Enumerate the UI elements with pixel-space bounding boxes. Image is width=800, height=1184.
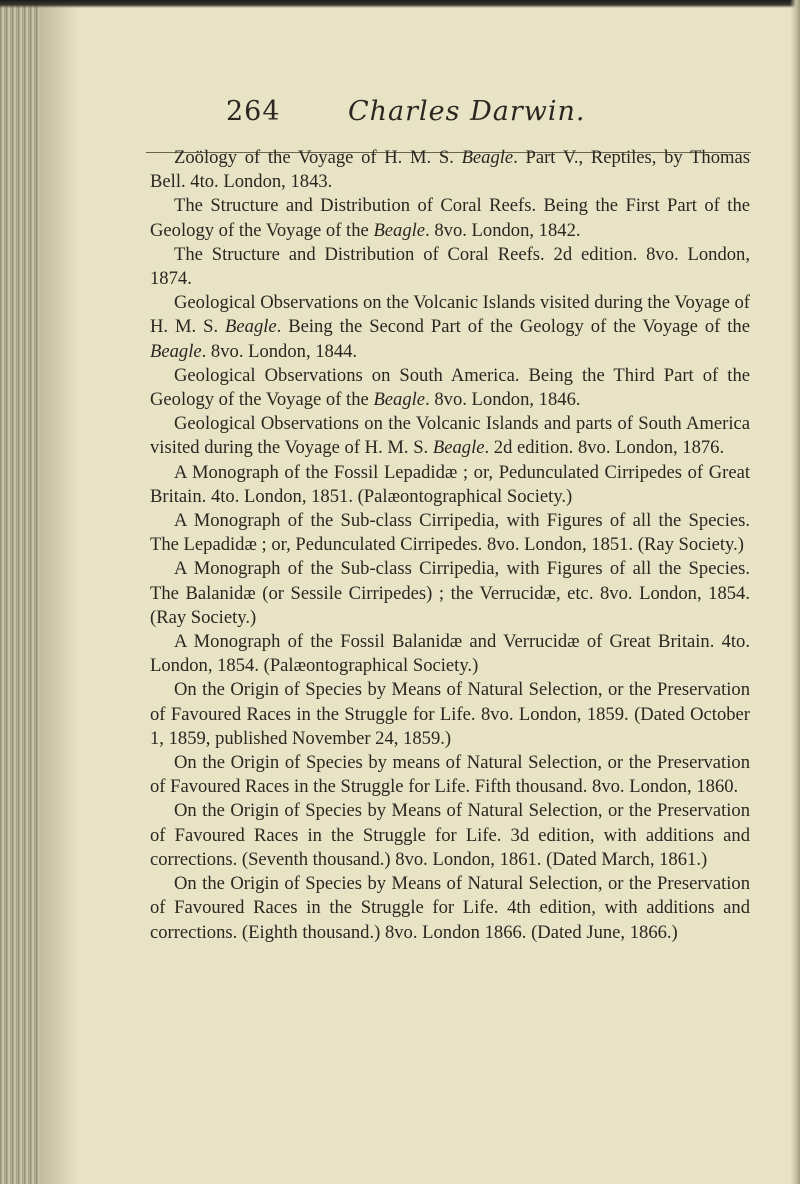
bibliography-entry: Geological Observations on South America. Being the Third Part of the Geology of the Voyage of the Beagle. 8vo. London, 1846. (150, 364, 750, 411)
bibliography-entry: A Monograph of the Sub-class Cirripedia, with Figures of all the Species. The Balanidæ (or Sessile Cirripedes) ; the Verrucidæ, etc. 8vo. London, 1854. (Ray Society.) (150, 558, 750, 628)
page-header (116, 96, 744, 140)
bibliography-entry: The Structure and Distribution of Coral Reefs. 2d edition. 8vo. London, 1874. (150, 243, 750, 290)
bibliography-entry: On the Origin of Species by Means of Natural Selection, or the Preservation of Favoured Races in the Struggle for Life. 3d edition, with additions and corrections. (Seventh thousand.) 8vo. London, 1861. (Dated March, 1861.) (150, 800, 750, 870)
bibliography-list (150, 146, 750, 945)
book-page (116, 96, 750, 943)
bibliography-entry: Geological Observations on the Volcanic Islands and parts of South America visited during the Voyage of H. M. S. Beagle. 2d edition. 8vo. London, 1876. (150, 413, 750, 459)
bibliography-entry: A Monograph of the Sub-class Cirripedia, with Figures of all the Species. The Lepadidæ ; or, Pedunculated Cirripedes. 8vo. London, 1851. (Ray Society.) (150, 510, 750, 556)
bibliography-entry: The Structure and Distribution of Coral Reefs. Being the First Part of the Geology of the Voyage of the Beagle. 8vo. London, 1842. (150, 195, 750, 241)
bibliography-entry: A Monograph of the Fossil Balanidæ and Verrucidæ of Great Britain. 4to. London, 1854. (Palæontographical Society.) (150, 631, 750, 677)
bibliography-entry: On the Origin of Species by Means of Natural Selection, or the Preservation of Favoured Races in the Struggle for Life. 4th edition, with additions and corrections. (Eighth thousand.) 8vo. London 1866. (Dated June, 1866.) (150, 873, 750, 943)
bibliography-entry: On the Origin of Species by means of Natural Selection, or the Preservation of Favoured Races in the Struggle for Life. Fifth thousand. 8vo. London, 1860. (150, 752, 750, 798)
bibliography-entry: On the Origin of Species by Means of Natural Selection, or the Preservation of Favoured Races in the Struggle for Life. 8vo. London, 1859. (Dated October 1, 1859, published November 24, 1859.) (150, 679, 750, 749)
top-edge-shadow (0, 0, 800, 8)
gutter-shadow (40, 0, 80, 1184)
bibliography-entry: Zoölogy of the Voyage of H. M. S. Beagle. Part V., Reptiles, by Thomas Bell. 4to. London, 1843. (150, 147, 750, 193)
bibliography-entry: Geological Observations on the Volcanic Islands visited during the Voyage of H. M. S. Beagle. Being the Second Part of the Geology of the Voyage of the Beagle. 8vo. London, 1844. (150, 292, 750, 362)
bibliography-entry: A Monograph of the Fossil Lepadidæ ; or, Pedunculated Cirripedes of Great Britain. 4to. London, 1851. (Palæontographical Society.) (150, 461, 750, 507)
page-number: 264 (226, 96, 281, 127)
book-spine-edge (0, 0, 40, 1184)
running-title: Charles Darwin. (348, 96, 586, 127)
page-right-edge (790, 0, 800, 1184)
